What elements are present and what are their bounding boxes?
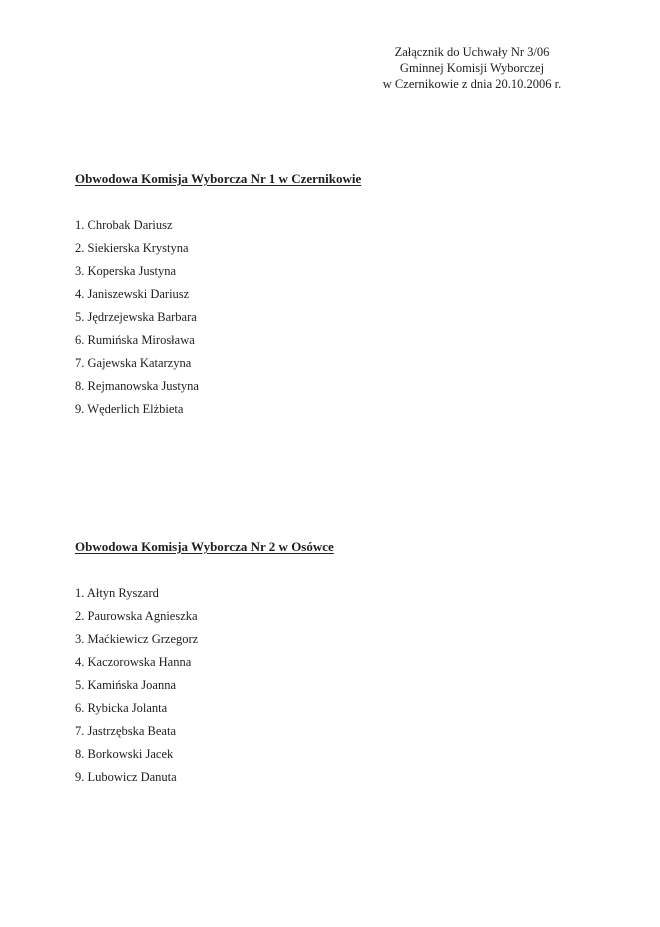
member-name: Borkowski Jacek xyxy=(87,747,174,761)
item-number: 3. xyxy=(75,632,85,646)
header-line-date: w Czernikowie z dnia 20.10.2006 r. xyxy=(382,77,562,91)
member-name: Węderlich Elżbieta xyxy=(87,402,184,416)
member-list xyxy=(75,585,595,792)
member-name: Ałtyn Ryszard xyxy=(86,586,159,600)
item-number: 8. xyxy=(75,379,85,393)
member-name: Lubowicz Danuta xyxy=(87,770,177,784)
list-item xyxy=(75,286,595,309)
item-number: 5. xyxy=(75,678,85,692)
item-number: 9. xyxy=(75,402,85,416)
item-number: 5. xyxy=(75,310,85,324)
list-item xyxy=(75,263,595,286)
item-number: 1. xyxy=(75,218,85,232)
item-number: 7. xyxy=(75,356,85,370)
member-name: Rybicka Jolanta xyxy=(87,701,168,715)
member-name: Jędrzejewska Barbara xyxy=(87,310,197,324)
item-number: 9. xyxy=(75,770,85,784)
list-item xyxy=(75,355,595,378)
member-name: Gajewska Katarzyna xyxy=(87,356,192,370)
header-line-attachment: Załącznik do Uchwały Nr 3/06 xyxy=(394,45,550,59)
list-item xyxy=(75,746,595,769)
item-number: 4. xyxy=(75,287,85,301)
list-item xyxy=(75,723,595,746)
member-list xyxy=(75,217,595,424)
member-name: Paurowska Agnieszka xyxy=(87,609,198,623)
commission-section-1 xyxy=(75,171,595,424)
section-title: Obwodowa Komisja Wyborcza Nr 1 w Czernikowie xyxy=(75,171,362,186)
list-item xyxy=(75,608,595,631)
item-number: 6. xyxy=(75,701,85,715)
list-item xyxy=(75,700,595,723)
list-item xyxy=(75,217,595,240)
list-item xyxy=(75,401,595,424)
list-item xyxy=(75,654,595,677)
item-number: 1. xyxy=(75,586,85,600)
item-number: 4. xyxy=(75,655,85,669)
item-number: 8. xyxy=(75,747,85,761)
member-name: Janiszewski Dariusz xyxy=(87,287,190,301)
member-name: Chrobak Dariusz xyxy=(87,218,173,232)
item-number: 2. xyxy=(75,609,85,623)
member-name: Koperska Justyna xyxy=(87,264,177,278)
list-item xyxy=(75,677,595,700)
list-item xyxy=(75,631,595,654)
member-name: Rumińska Mirosława xyxy=(87,333,195,347)
list-item xyxy=(75,378,595,401)
header-line-commission: Gminnej Komisji Wyborczej xyxy=(399,61,545,75)
list-item xyxy=(75,585,595,608)
member-name: Maćkiewicz Grzegorz xyxy=(87,632,199,646)
list-item xyxy=(75,332,595,355)
member-name: Rejmanowska Justyna xyxy=(87,379,199,393)
member-name: Kaczorowska Hanna xyxy=(87,655,192,669)
item-number: 2. xyxy=(75,241,85,255)
member-name: Jastrzębska Beata xyxy=(87,724,177,738)
item-number: 6. xyxy=(75,333,85,347)
item-number: 3. xyxy=(75,264,85,278)
commission-section-2 xyxy=(75,539,595,792)
member-name: Siekierska Krystyna xyxy=(87,241,189,255)
item-number: 7. xyxy=(75,724,85,738)
list-item xyxy=(75,309,595,332)
list-item xyxy=(75,769,595,792)
section-title: Obwodowa Komisja Wyborcza Nr 2 w Osówce xyxy=(75,539,334,554)
document-header xyxy=(352,44,592,92)
member-name: Kamińska Joanna xyxy=(87,678,177,692)
list-item xyxy=(75,240,595,263)
